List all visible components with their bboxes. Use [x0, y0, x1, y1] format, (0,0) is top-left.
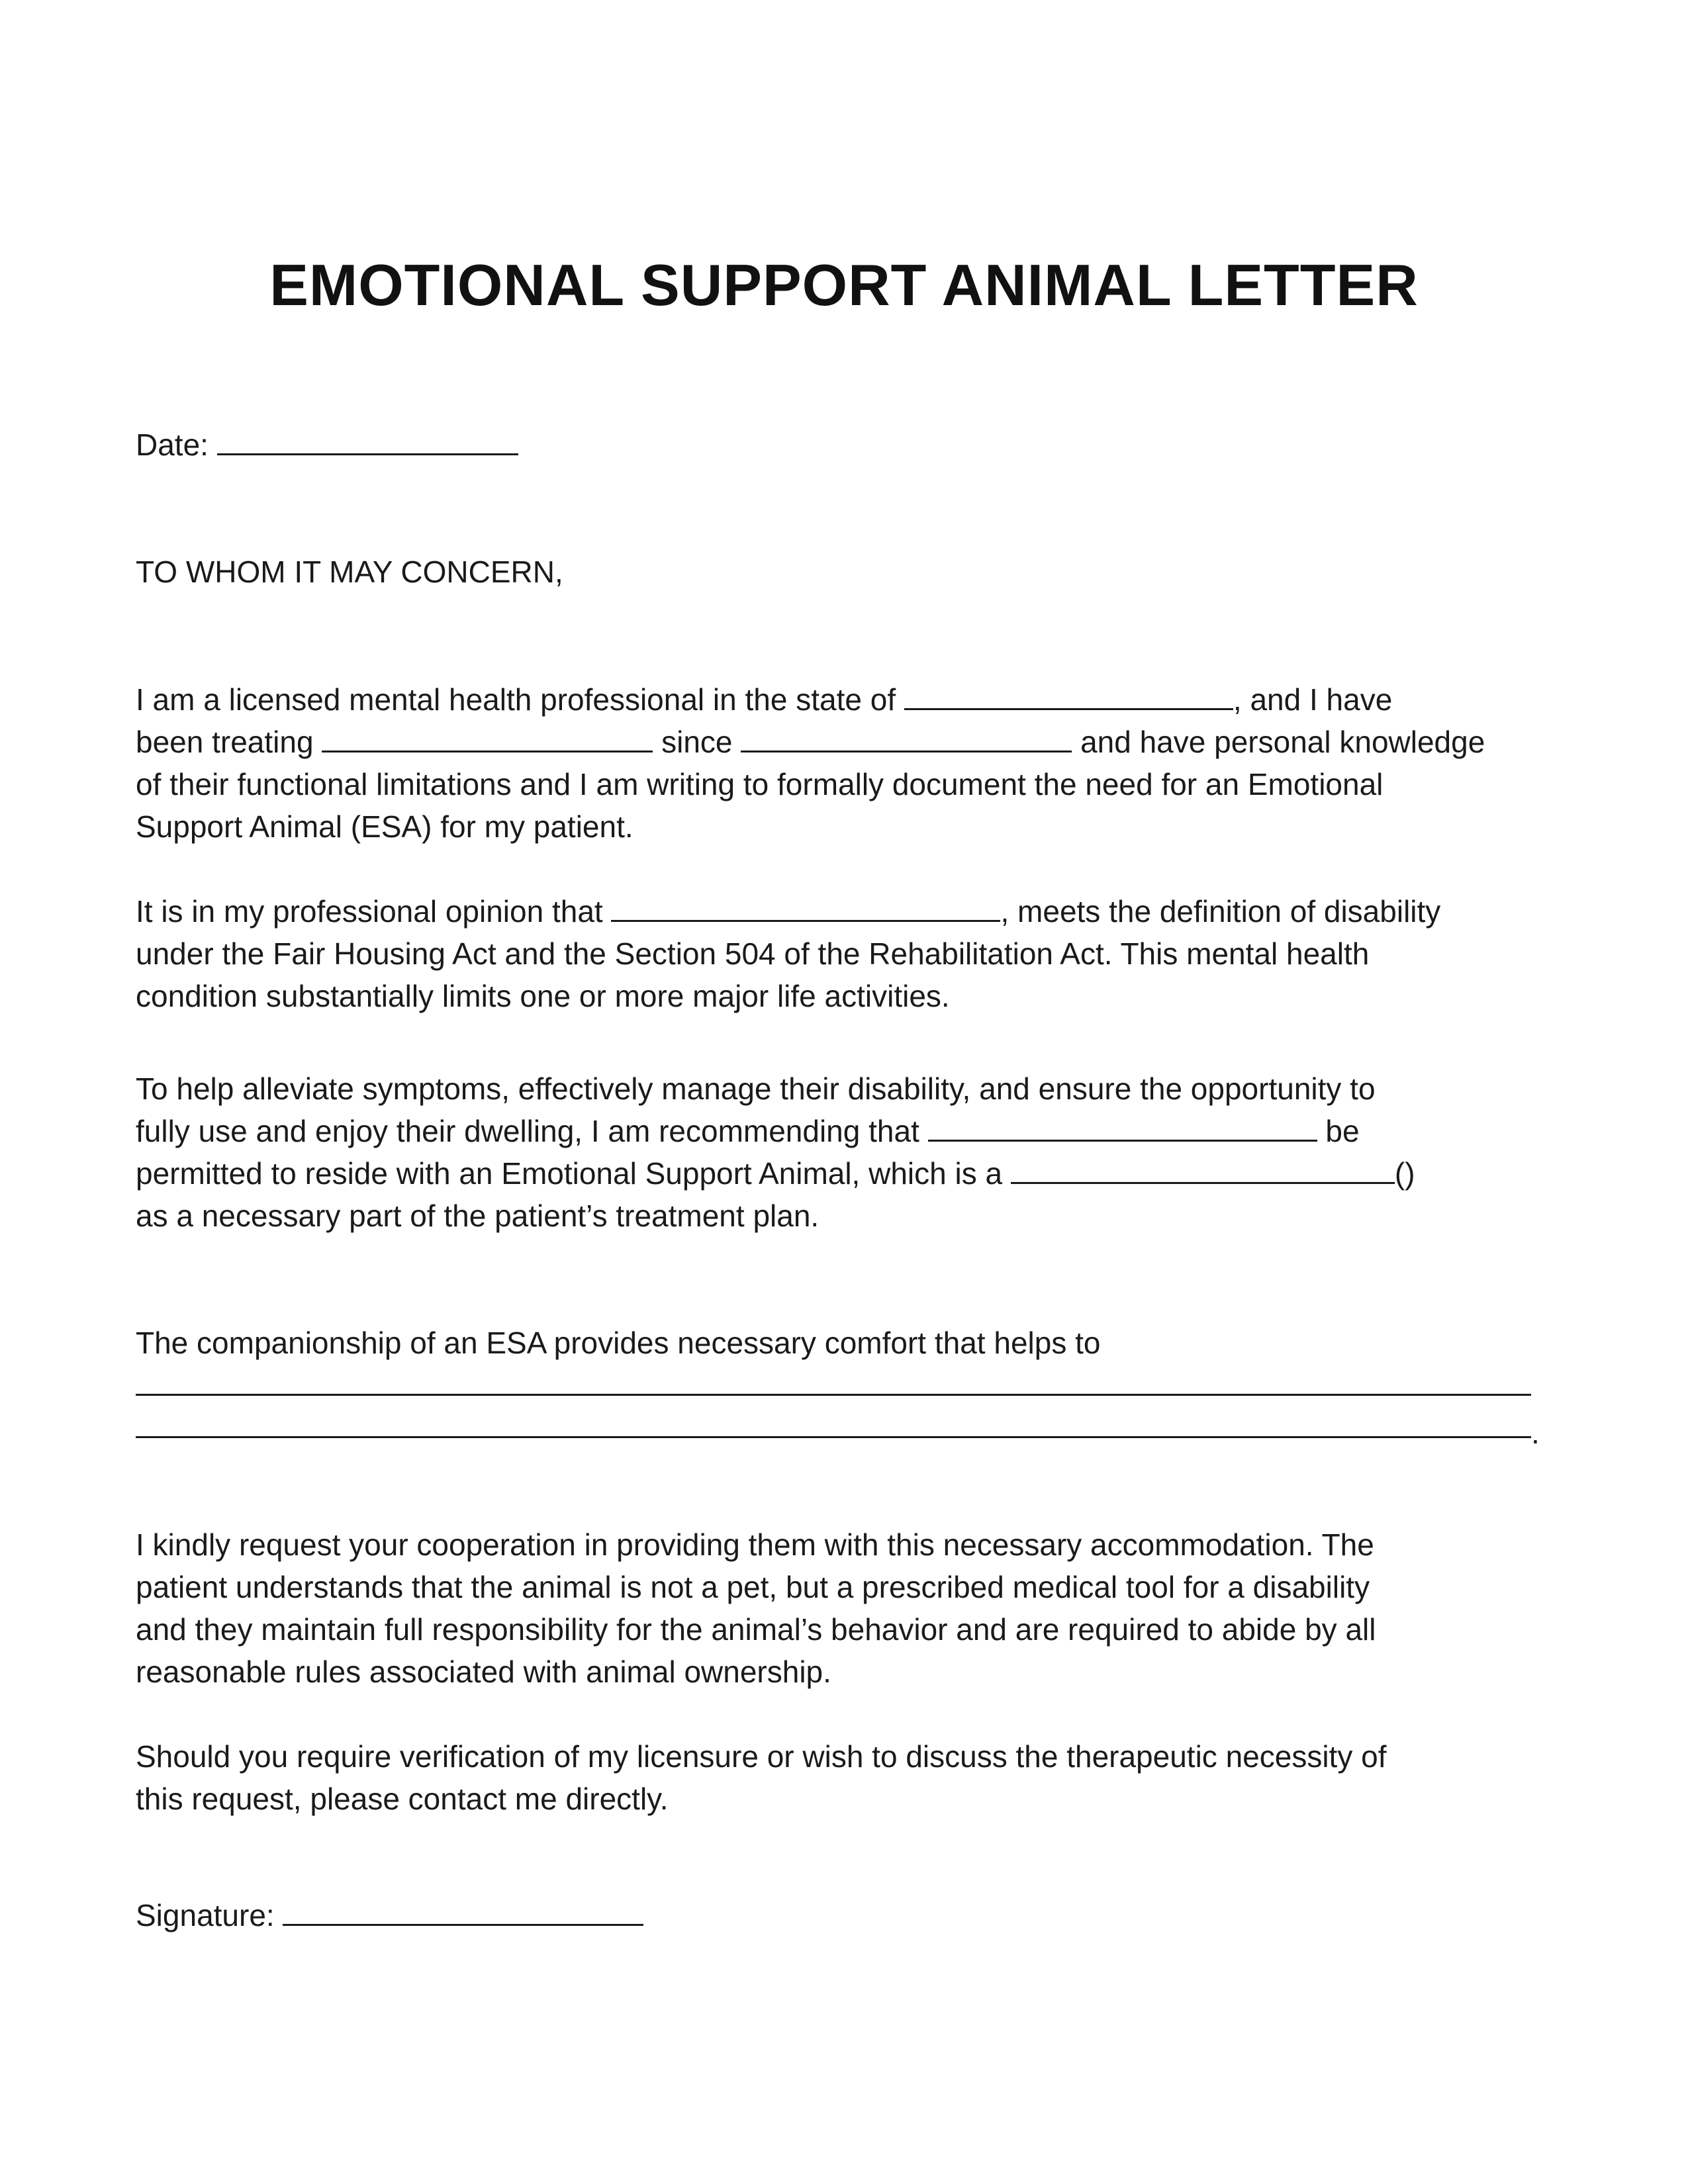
paragraph-5 — [136, 1524, 1582, 1693]
para1-text-7: Support Animal (ESA) for my patient. — [136, 809, 633, 844]
para3-text-2: fully use and enjoy their dwelling, I am recommending that — [136, 1114, 919, 1148]
state-field[interactable] — [904, 679, 1233, 710]
page-title: EMOTIONAL SUPPORT ANIMAL LETTER — [269, 252, 1419, 318]
paragraph-6 — [136, 1735, 1582, 1820]
paragraph-3 — [136, 1068, 1582, 1237]
date-line — [136, 424, 1582, 466]
para3-text-6: as a necessary part of the patient’s treatment plan. — [136, 1199, 820, 1233]
para1-text-5: and have personal knowledge — [1080, 725, 1485, 759]
para1-text-3: been treating — [136, 725, 314, 759]
para3-text-1: To help alleviate symptoms, effectively manage their disability, and ensure the opportunity to — [136, 1071, 1376, 1106]
para1-text-1: I am a licensed mental health professional in the state of — [136, 682, 896, 717]
para3-text-3: be — [1325, 1114, 1360, 1148]
para6-line-1: Should you require verification of my licensure or wish to discuss the therapeutic necessity of — [136, 1739, 1387, 1774]
para2-text-1: It is in my professional opinion that — [136, 894, 603, 929]
recommended-patient-field[interactable] — [928, 1111, 1317, 1142]
para4-text-1: The companionship of an ESA provides necessary comfort that helps to — [136, 1326, 1101, 1360]
para5-line-4: reasonable rules associated with animal ownership. — [136, 1655, 831, 1689]
signature-field[interactable] — [283, 1895, 643, 1926]
date-field[interactable] — [217, 424, 518, 455]
para2-text-4: condition substantially limits one or more major life activities. — [136, 979, 950, 1013]
para6-line-2: this request, please contact me directly. — [136, 1782, 669, 1816]
para1-text-4: since — [661, 725, 733, 759]
para5-line-3: and they maintain full responsibility for the animal’s behavior and are required to abide by all — [136, 1612, 1376, 1647]
paragraph-2 — [136, 890, 1582, 1017]
para1-text-6: of their functional limitations and I am writing to formally document the need for an Emotional — [136, 767, 1383, 801]
comfort-field-line-2[interactable] — [136, 1436, 1531, 1438]
para3-text-5: () — [1394, 1156, 1415, 1191]
para1-text-2: , and I have — [1233, 682, 1393, 717]
date-label: Date: — [136, 428, 209, 462]
para2-text-3: under the Fair Housing Act and the Section 504 of the Rehabilitation Act. This mental health — [136, 936, 1370, 971]
patient-name-field[interactable] — [322, 721, 653, 752]
opinion-patient-field[interactable] — [611, 891, 1000, 922]
treatment-start-field[interactable] — [741, 721, 1072, 752]
para5-line-2: patient understands that the animal is not a pet, but a prescribed medical tool for a disability — [136, 1570, 1370, 1604]
signature-label: Signature: — [136, 1898, 275, 1933]
para5-line-1: I kindly request your cooperation in providing them with this necessary accommodation. The — [136, 1527, 1374, 1562]
comfort-field-line-1[interactable] — [136, 1394, 1531, 1396]
salutation: TO WHOM IT MAY CONCERN, — [136, 555, 563, 589]
para4-end-mark: . — [1531, 1416, 1540, 1450]
paragraph-1 — [136, 678, 1582, 848]
signature-line — [136, 1894, 1582, 1936]
para3-text-4: permitted to reside with an Emotional Support Animal, which is a — [136, 1156, 1003, 1191]
animal-type-field[interactable] — [1011, 1153, 1395, 1184]
para2-text-2: , meets the definition of disability — [1000, 894, 1441, 929]
